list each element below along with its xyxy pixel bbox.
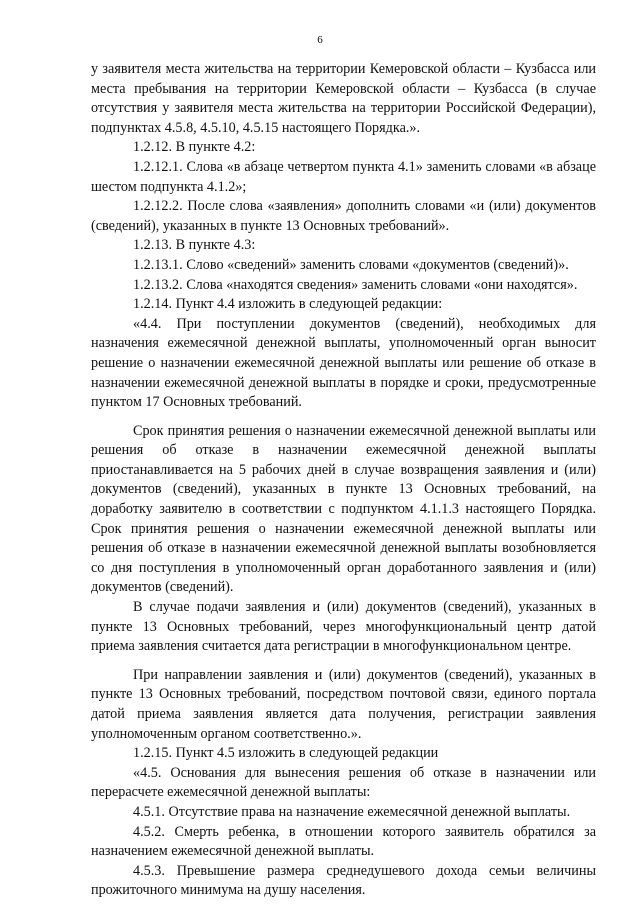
paragraph: 1.2.13.2. Слова «находятся сведения» заменить словами «они находятся».	[133, 276, 578, 293]
page-number: 6	[317, 34, 323, 46]
paragraph: 1.2.12. В пункте 4.2:	[133, 139, 256, 156]
paragraph: 4.5.2. Смерть ребенка, в отношении которого заявитель обратился за назначением ежемесячной денежной выплаты.	[91, 823, 596, 860]
paragraph: Срок принятия решения о назначении ежемесячной денежной выплаты или решения об отказе в назначении ежемесячной денежной выплаты приостанавливается на 5 рабочих дней в случае возвращения заявления и (или) документов (сведений), указанных в пункте 13 Основных требований, на доработку заявителю в соответствии с подпунктом 4.1.1.3 настоящего Порядка. Срок принятия решения о назначении ежемесячной денежной выплаты или решения об отказе в назначении ежемесячной денежной выплаты возобновляется со дня поступления в уполномоченный орган доработанного заявления и (или) документов (сведений).	[91, 422, 596, 596]
paragraph: 1.2.15. Пункт 4.5 изложить в следующей редакции	[133, 745, 439, 762]
paragraph: 4.5.1. Отсутствие права на назначение ежемесячной денежной выплаты.	[133, 803, 571, 820]
paragraph: «4.5. Основания для вынесения решения об отказе в назначении или перерасчете ежемесячной денежной выплаты:	[91, 764, 596, 801]
paragraph: В случае подачи заявления и (или) документов (сведений), указанных в пункте 13 Основных требований, через многофункциональный центр датой приема заявления считается дата регистрации в многофункциональном центре.	[91, 599, 596, 655]
paragraph: 1.2.14. Пункт 4.4 изложить в следующей редакции:	[133, 296, 443, 313]
paragraph: 1.2.13.1. Слово «сведений» заменить словами «документов (сведений)».	[133, 256, 569, 273]
document-body	[91, 60, 596, 901]
paragraph: у заявителя места жительства на территории Кемеровской области – Кузбасса или места пребывания на территории Кемеровской области – Кузбасса (в случае отсутствия у заявителя места жительства на территории Российской Федерации), подпунктах 4.5.8, 4.5.10, 4.5.15 настоящего Порядка.».	[91, 61, 596, 136]
paragraph: 1.2.13. В пункте 4.3:	[133, 237, 256, 254]
paragraph: 1.2.12.1. Слова «в абзаце четвертом пункта 4.1» заменить словами «в абзаце шестом подпункта 4.1.2»;	[91, 158, 596, 195]
paragraph: 1.2.12.2. После слова «заявления» дополнить словами «и (или) документов (сведений), указанных в пункте 13 Основных требований».	[91, 198, 596, 234]
paragraph: «4.4. При поступлении документов (сведений), необходимых для назначения ежемесячной денежной выплаты, уполномоченный орган выносит решение о назначении ежемесячной денежной выплаты или решение об отказе в назначении ежемесячной денежной выплаты в порядке и сроки, предусмотренные пунктом 17 Основных требований.	[91, 315, 596, 411]
paragraph: 4.5.3. Превышение размера среднедушевого дохода семьи величины прожиточного минимума на душу населения.	[91, 862, 596, 899]
paragraph: При направлении заявления и (или) документов (сведений), указанных в пункте 13 Основных требований, посредством почтовой связи, единого портала датой приема заявления является дата получения, регистрации заявления уполномоченным органом соответственно.».	[91, 666, 596, 742]
